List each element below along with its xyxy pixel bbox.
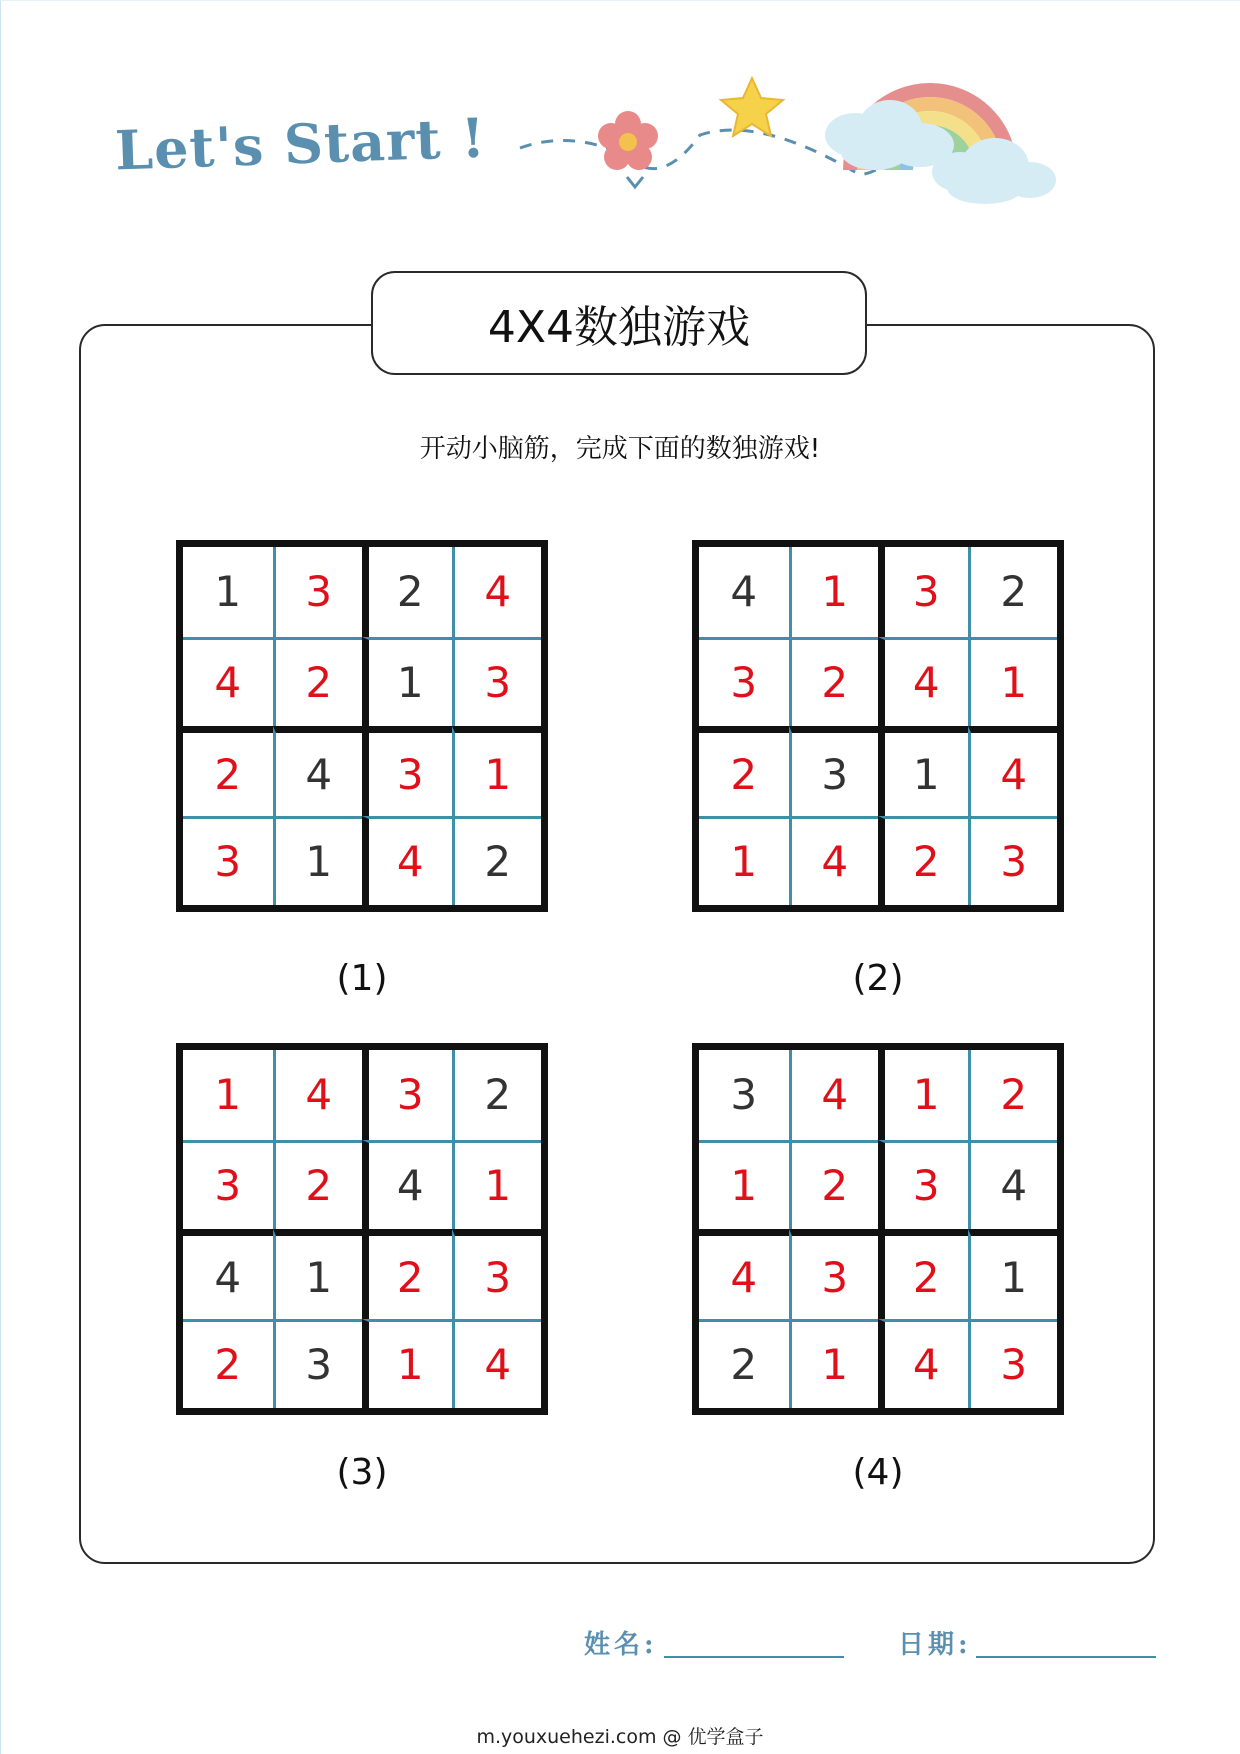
sudoku-cell: 1 [214,1070,242,1120]
sudoku-cell: 4 [362,816,452,906]
sudoku-cell: 1 [273,1229,363,1319]
sudoku-cell: 4 [452,547,542,637]
sudoku-grid-4 [692,1043,1064,1415]
sudoku-cell: 2 [273,1140,363,1230]
sudoku-grid-1 [176,540,548,912]
sudoku-cell: 3 [968,816,1058,906]
sudoku-cell: 2 [878,816,968,906]
page-title: 4X4数独游戏 [487,302,751,353]
sudoku-cell: 2 [362,1229,452,1319]
sudoku-cell: 2 [878,1229,968,1319]
sudoku-cell: 3 [452,1229,542,1319]
sudoku-cell: 1 [273,816,363,906]
footer-credit: m.youxuehezi.com @ 优学盒子 [476,1726,764,1748]
sudoku-cell: 1 [699,816,789,906]
sudoku-cell: 4 [183,1229,273,1319]
sudoku-cell: 3 [362,1050,452,1140]
grid-label-3: (3) [336,1452,388,1493]
sudoku-cell: 3 [183,816,273,906]
sudoku-cell: 3 [362,726,452,816]
sudoku-cell: 2 [452,1050,542,1140]
sudoku-cell: 3 [878,547,968,637]
sudoku-cell: 3 [968,1319,1058,1409]
sudoku-cell: 1 [452,1140,542,1230]
sudoku-cell: 4 [968,1140,1058,1230]
sudoku-cell: 3 [878,1140,968,1230]
sudoku-cell: 2 [968,1050,1058,1140]
sudoku-cell: 4 [789,1050,879,1140]
sudoku-cell: 3 [730,1070,758,1120]
header-decoration [100,60,1140,240]
sudoku-cell: 1 [362,637,452,727]
name-field[interactable] [664,1656,844,1658]
brand-heading: Let's Start ! [113,105,487,183]
sudoku-cell: 4 [273,1050,363,1140]
date-field[interactable] [976,1656,1156,1658]
star-icon [721,78,783,136]
sudoku-cell: 3 [273,547,363,637]
date-label: 日期: [898,1630,972,1660]
grid-label-1: (1) [336,958,388,999]
sudoku-cell: 2 [789,637,879,727]
sudoku-cell: 4 [789,816,879,906]
sudoku-cell: 1 [452,726,542,816]
sudoku-cell: 1 [699,1140,789,1230]
sudoku-cell: 3 [183,1140,273,1230]
sudoku-cell: 1 [968,1229,1058,1319]
sudoku-cell: 4 [699,1229,789,1319]
sudoku-cell: 2 [362,547,452,637]
sudoku-cell: 3 [452,637,542,727]
sudoku-cell: 1 [789,1319,879,1409]
sudoku-cell: 1 [878,1050,968,1140]
sudoku-cell: 2 [183,1319,273,1409]
sudoku-cell: 2 [699,726,789,816]
sudoku-cell: 4 [878,637,968,727]
sudoku-cell: 4 [878,1319,968,1409]
sudoku-cell: 1 [789,547,879,637]
title-box [371,271,867,375]
name-label: 姓名: [584,1630,658,1660]
sudoku-cell: 4 [968,726,1058,816]
sudoku-cell: 1 [214,567,242,617]
sudoku-cell: 3 [789,726,879,816]
sudoku-cell: 4 [362,1140,452,1230]
grid-label-4: (4) [852,1452,904,1493]
sudoku-cell: 2 [183,726,273,816]
sudoku-grid-3 [176,1043,548,1415]
sudoku-grid-2 [692,540,1064,912]
sudoku-cell: 1 [968,637,1058,727]
sudoku-cell: 1 [362,1319,452,1409]
sudoku-cell: 4 [452,1319,542,1409]
grid-label-2: (2) [852,958,904,999]
sudoku-cell: 2 [273,637,363,727]
sudoku-cell: 2 [452,816,542,906]
sudoku-cell: 4 [730,567,758,617]
sudoku-cell: 1 [878,726,968,816]
sudoku-cell: 3 [273,1319,363,1409]
sudoku-cell: 3 [699,637,789,727]
sudoku-cell: 2 [699,1319,789,1409]
sudoku-cell: 2 [968,547,1058,637]
flower-icon [598,111,658,170]
sudoku-cell: 2 [789,1140,879,1230]
sudoku-cell: 4 [273,726,363,816]
sudoku-cell: 4 [183,637,273,727]
instructions: 开动小脑筋，完成下面的数独游戏! [419,434,821,464]
sudoku-cell: 3 [789,1229,879,1319]
